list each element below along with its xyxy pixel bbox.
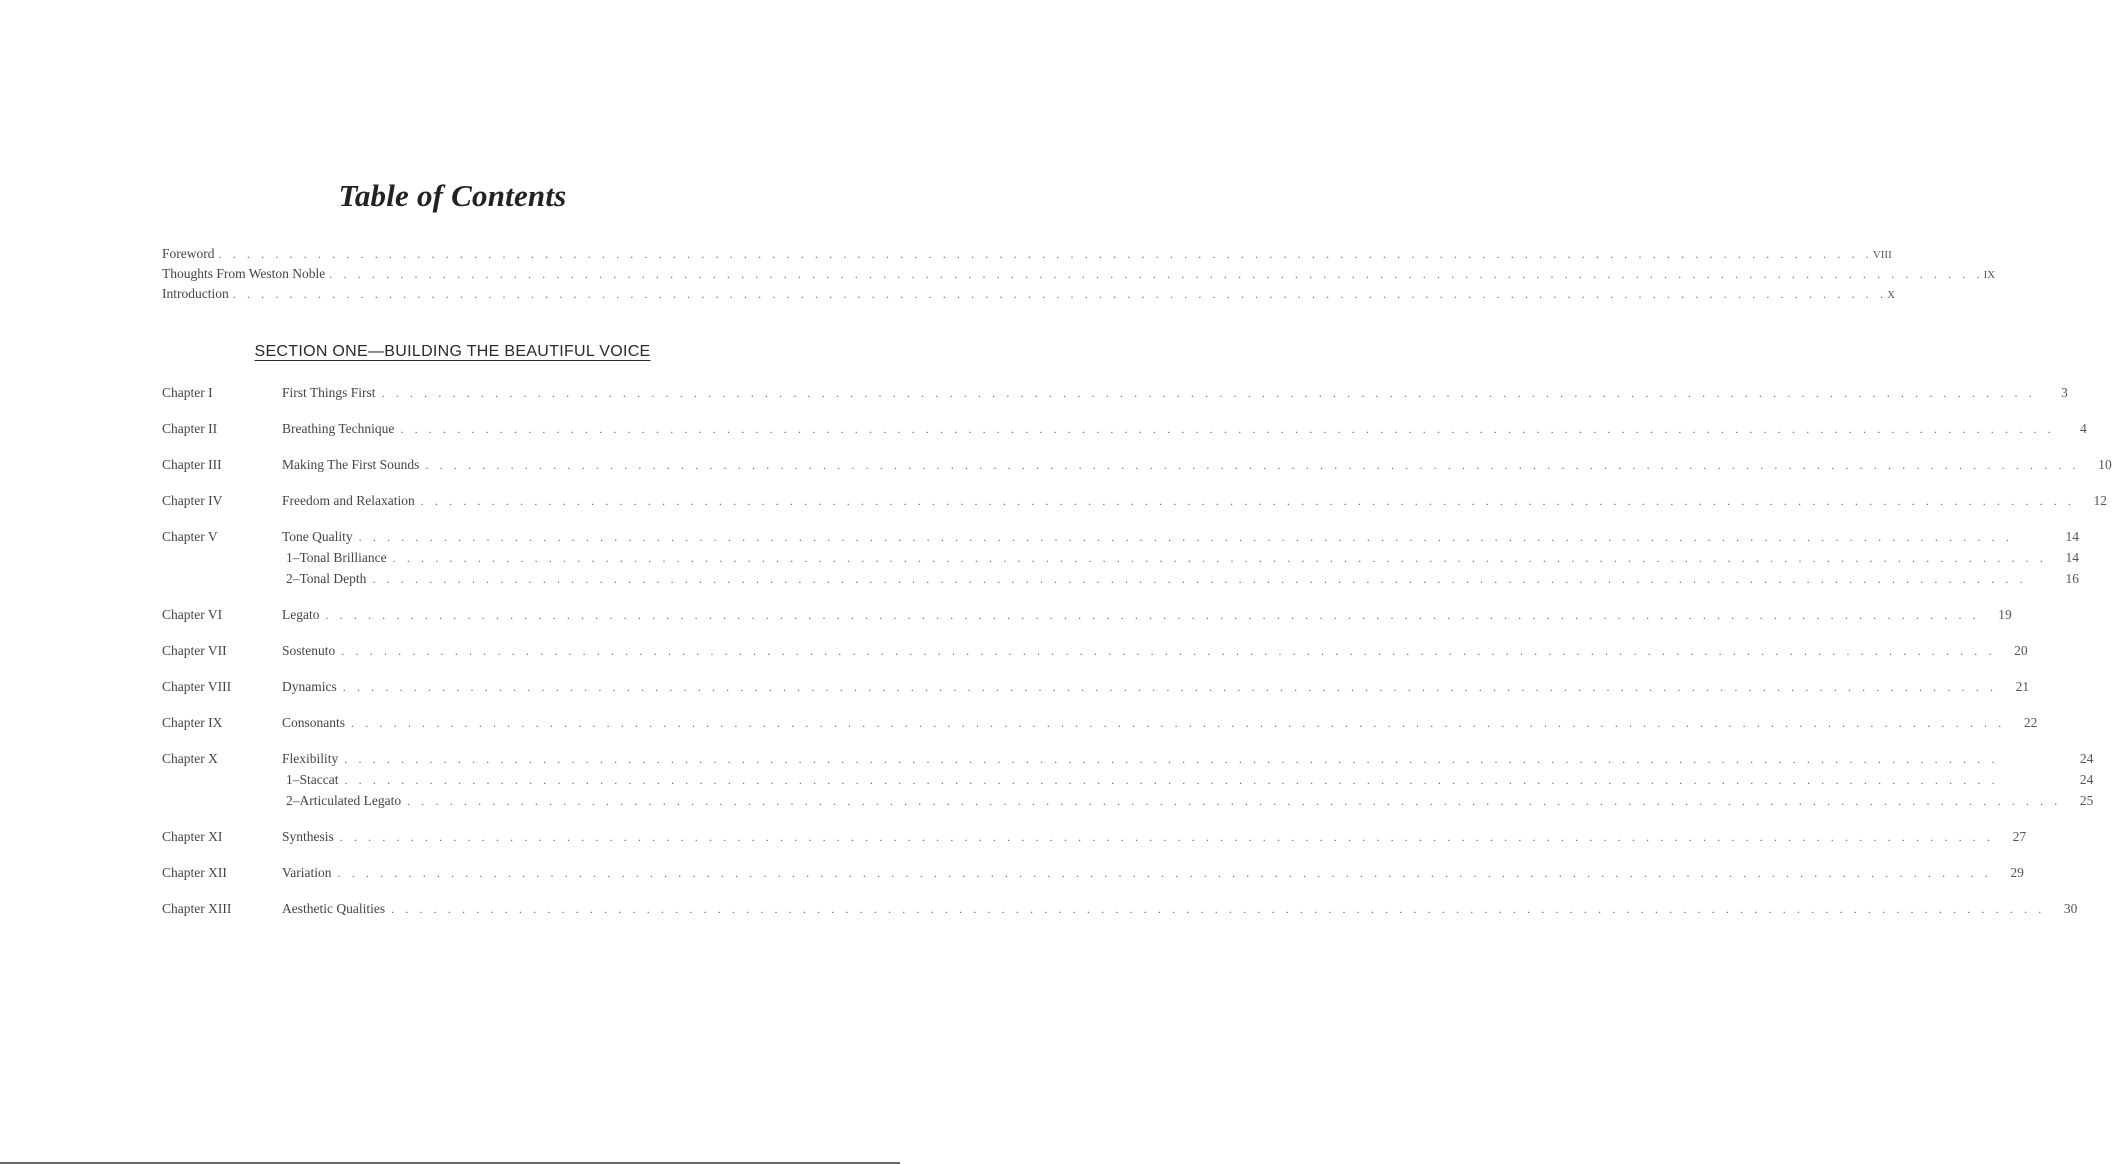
toc-entry-page: 3 — [2061, 385, 2068, 400]
dot-leader — [382, 383, 2036, 404]
toc-entry-page: IX — [1983, 269, 1996, 281]
toc-entry-page: 14 — [2065, 550, 2079, 565]
section-heading-text: SECTION ONE—BUILDING THE BEAUTIFUL VOICE — [254, 343, 651, 360]
section-heading — [0, 343, 905, 361]
chapter-row — [162, 898, 2078, 919]
toc-subentry[interactable] — [282, 769, 2093, 790]
toc-entry[interactable] — [282, 898, 2077, 919]
chapter-entries — [282, 712, 2037, 733]
toc-entry-title: Sostenuto — [282, 643, 336, 658]
toc-entry-page: 19 — [1998, 607, 2012, 622]
toc-entry-page: X — [1887, 289, 1896, 301]
dot-leader — [421, 491, 2075, 512]
toc-entry[interactable] — [282, 490, 2107, 511]
toc-entry-title: Making The First Sounds — [282, 457, 420, 472]
toc-entry-title: 2–Articulated Legato — [286, 793, 402, 808]
dot-leader — [233, 287, 1887, 302]
toc-entry-page: 22 — [2023, 715, 2038, 730]
toc-entry-page: VIII — [1872, 249, 1892, 261]
toc-entry-thoughts[interactable] — [162, 266, 1996, 286]
chapter-entries — [282, 640, 2028, 661]
toc-entry[interactable] — [282, 526, 2079, 547]
toc-entry-label: Foreword — [162, 246, 215, 261]
dot-leader — [391, 899, 2045, 920]
toc-subentry[interactable] — [282, 790, 2093, 811]
dot-leader — [344, 749, 2061, 770]
toc-entry-title: Freedom and Relaxation — [282, 493, 415, 508]
toc-entry[interactable] — [282, 748, 2093, 769]
dot-leader — [341, 641, 1995, 662]
front-matter-list — [162, 246, 1996, 306]
toc-entry-title: Legato — [282, 607, 320, 622]
chapter-label: Chapter IX — [162, 715, 223, 730]
toc-entry-page: 25 — [2079, 793, 2094, 808]
toc-entry-page: 4 — [2079, 421, 2087, 436]
toc-entry[interactable] — [282, 676, 2029, 697]
chapter-entries — [282, 898, 2077, 919]
toc-entry[interactable] — [282, 382, 2068, 403]
chapter-entries — [282, 748, 2093, 811]
toc-entry-title: Synthesis — [282, 829, 334, 844]
toc-entry[interactable] — [282, 418, 2087, 439]
toc-entry-page: 27 — [2012, 829, 2027, 844]
toc-entry-page: 21 — [2015, 679, 2030, 694]
dot-leader — [372, 569, 2047, 590]
toc-entry-page: 10 — [2098, 457, 2112, 472]
dot-leader — [219, 247, 1873, 262]
toc-entry-page: 24 — [2079, 751, 2094, 766]
chapter-label: Chapter X — [162, 751, 218, 766]
toc-subentry[interactable] — [282, 568, 2079, 589]
toc-entry[interactable] — [282, 640, 2028, 661]
toc-entry[interactable] — [282, 826, 2026, 847]
chapter-list — [162, 382, 2112, 934]
chapter-entries — [282, 862, 2024, 883]
dot-leader — [325, 605, 1979, 626]
chapter-row — [162, 604, 2012, 625]
chapter-label: Chapter I — [162, 385, 213, 400]
chapter-row — [162, 826, 2027, 847]
chapter-row — [162, 418, 2087, 439]
chapter-label: Chapter VIII — [162, 679, 232, 694]
chapter-row — [162, 676, 2030, 697]
toc-entry-page: 24 — [2079, 772, 2094, 787]
chapter-row — [162, 382, 2068, 403]
toc-entry[interactable] — [282, 604, 2012, 625]
chapter-row — [162, 490, 2108, 511]
toc-entry-title: First Things First — [282, 385, 376, 400]
chapter-entries — [282, 604, 2012, 625]
toc-entry[interactable] — [282, 454, 2112, 475]
chapter-label: Chapter VI — [162, 607, 223, 622]
chapter-entries — [282, 826, 2026, 847]
toc-entry-label: Thoughts From Weston Noble — [162, 266, 326, 281]
dot-leader — [425, 455, 2079, 476]
toc-entry-page: 30 — [2063, 901, 2078, 916]
chapter-entries — [282, 418, 2087, 439]
dot-leader — [338, 863, 1992, 884]
chapter-entries — [282, 382, 2068, 403]
chapter-label: Chapter III — [162, 457, 222, 472]
dot-leader — [359, 527, 2047, 548]
chapter-label: Chapter IV — [162, 493, 223, 508]
dot-leader — [344, 770, 2061, 791]
toc-entry-title: 1–Tonal Brilliance — [286, 550, 387, 565]
chapter-row — [162, 862, 2024, 883]
chapter-label: Chapter V — [162, 529, 218, 544]
toc-entry-page: 29 — [2010, 865, 2024, 880]
dot-leader — [393, 548, 2047, 569]
chapter-row — [162, 712, 2038, 733]
chapter-entries — [282, 676, 2029, 697]
toc-entry-page: 12 — [2093, 493, 2108, 508]
toc-entry-title: Breathing Technique — [282, 421, 395, 436]
toc-entry-title: Tone Quality — [282, 529, 353, 544]
dot-leader — [351, 713, 2005, 734]
dot-leader — [343, 677, 1997, 698]
toc-entry-title: Variation — [282, 865, 332, 880]
chapter-row — [162, 526, 2079, 589]
chapter-entries — [282, 454, 2112, 475]
page-title: Table of Contents — [338, 178, 567, 213]
toc-entry-foreword[interactable] — [162, 246, 1892, 266]
toc-entry[interactable] — [282, 712, 2037, 733]
toc-entry-title: Dynamics — [282, 679, 337, 694]
toc-entry-title: 1–Staccat — [286, 772, 339, 787]
dot-leader — [340, 827, 1994, 848]
toc-entry-introduction[interactable] — [162, 286, 1896, 306]
toc-entry-title: Aesthetic Qualities — [282, 901, 386, 916]
toc-subentry[interactable] — [282, 547, 2079, 568]
chapter-row — [162, 454, 2112, 475]
toc-entry-title: Flexibility — [282, 751, 339, 766]
chapter-label: Chapter XIII — [162, 901, 232, 916]
toc-entry-label: Introduction — [162, 286, 229, 301]
dot-leader — [329, 267, 1983, 282]
chapter-row — [162, 640, 2028, 661]
chapter-entries — [282, 526, 2079, 589]
dot-leader — [400, 419, 2054, 440]
chapter-entries — [282, 490, 2107, 511]
chapter-label: Chapter XI — [162, 829, 223, 844]
dot-leader — [407, 791, 2061, 812]
toc-entry-page: 14 — [2065, 529, 2079, 544]
toc-entry-page: 20 — [2014, 643, 2028, 658]
toc-entry-title: Consonants — [282, 715, 346, 730]
toc-entry[interactable] — [282, 862, 2024, 883]
chapter-label: Chapter II — [162, 421, 218, 436]
toc-entry-page: 16 — [2065, 571, 2079, 586]
chapter-row — [162, 748, 2094, 811]
toc-entry-title: 2–Tonal Depth — [286, 571, 367, 586]
chapter-label: Chapter XII — [162, 865, 227, 880]
chapter-label: Chapter VII — [162, 643, 227, 658]
